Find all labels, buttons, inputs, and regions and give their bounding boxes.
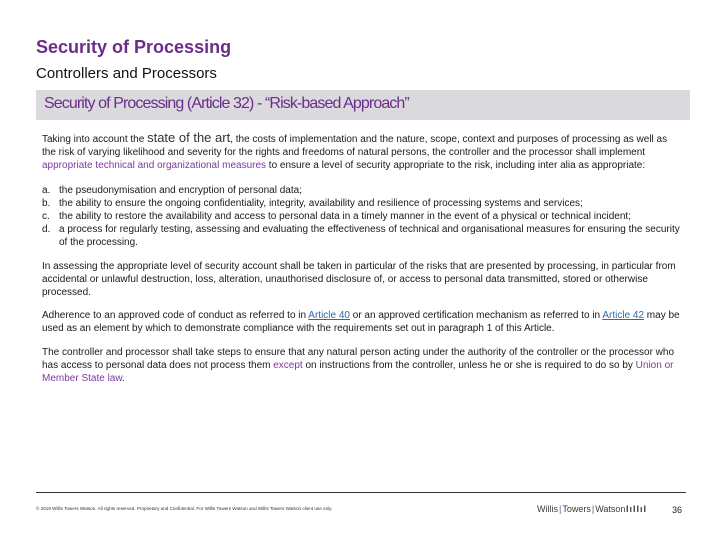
logo-separator: | [559, 504, 562, 514]
list-item-text: the pseudonymisation and encryption of personal data; [59, 184, 302, 196]
list-item-text: a process for regularly testing, assessing and evaluating the effectiveness of technical and organisational measures for ensuring the security of the processing. [59, 224, 680, 249]
conduct-text-2: or an approved certification mechanism as referred to in [349, 310, 603, 322]
logo-mark-icon: IıIIıI [626, 504, 648, 514]
state-of-the-art-emphasis: state of the art [147, 130, 231, 145]
list-item [42, 197, 682, 210]
natural-person-paragraph [42, 346, 682, 386]
natural-person-text-3: . [122, 373, 125, 385]
company-logo [537, 504, 625, 514]
measures-list [42, 184, 682, 250]
footer-divider [36, 492, 686, 493]
except-highlight: except [273, 359, 303, 371]
section-header-band [36, 90, 690, 120]
list-item-text: the ability to ensure the ongoing confidentiality, integrity, availability and resilience of processing systems and services; [59, 197, 583, 209]
list-item [42, 184, 682, 197]
union-law-highlight: Union or Member State law [42, 359, 674, 385]
list-item [42, 223, 682, 249]
page-number: 36 [672, 505, 683, 515]
article-42-link[interactable]: Article 42 [602, 310, 645, 322]
list-marker: d. [42, 224, 51, 236]
measures-highlight: appropriate technical and organizational measures [42, 160, 267, 172]
intro-text-2: , the costs of implementation and the nature, scope, context and purposes of processing as well as the risk of varying likelihood and severity for the rights and freedoms of natural persons, the controller and the processor shall implement [42, 134, 668, 159]
intro-paragraph [42, 131, 682, 173]
footer-copyright: © 2018 Willis Towers Watson. All rights reserved. Proprietary and Confidential. For Willis Towers Watson and Willis Towers Watson client use only. [36, 506, 333, 511]
conduct-text-1: Adherence to an approved code of conduct as referred to in [42, 310, 309, 322]
risk-assessment-paragraph: In assessing the appropriate level of security account shall be taken in particular of the risks that are presented by processing, in particular from accidental or unlawful destruction, loss, alteration, unauthorised disclosure of, or access to personal data transmitted, stored or otherwise processed. [42, 260, 676, 299]
page-subtitle: Controllers and Processors [36, 65, 217, 82]
logo-separator: | [591, 504, 595, 514]
logo-word-willis: Willis [537, 504, 558, 514]
natural-person-text-1: The controller and processor shall take steps to ensure that any natural person acting under the authority of the controller or the processor who has access to personal data does not process them [42, 346, 675, 371]
intro-text-3: to ensure a level of security appropriate to the risk, including inter alia as appropriate: [266, 160, 646, 172]
logo-word-watson: Watson [595, 504, 626, 514]
conduct-text-3: may be used as an element by which to demonstrate compliance with the requirements set out in paragraph 1 of this Article. [42, 310, 680, 335]
list-item-text: the ability to restore the availability and access to personal data in a timely manner in the event of a physical or technical incident; [59, 211, 631, 223]
intro-text-1: Taking into account the [42, 134, 148, 145]
natural-person-text-2: on instructions from the controller, unless he or she is required to do so by [302, 359, 636, 371]
article-content [42, 131, 682, 385]
list-item [42, 210, 682, 223]
section-header-title: Security of Processing (Article 32) - “Risk-based Approach” [44, 95, 409, 112]
code-of-conduct-paragraph [42, 309, 682, 335]
article-40-link[interactable]: Article 40 [308, 310, 350, 322]
list-marker: b. [42, 197, 51, 209]
page-title: Security of Processing [36, 37, 232, 57]
list-marker: c. [42, 211, 50, 223]
logo-word-towers: Towers [562, 504, 591, 514]
list-marker: a. [42, 184, 51, 196]
